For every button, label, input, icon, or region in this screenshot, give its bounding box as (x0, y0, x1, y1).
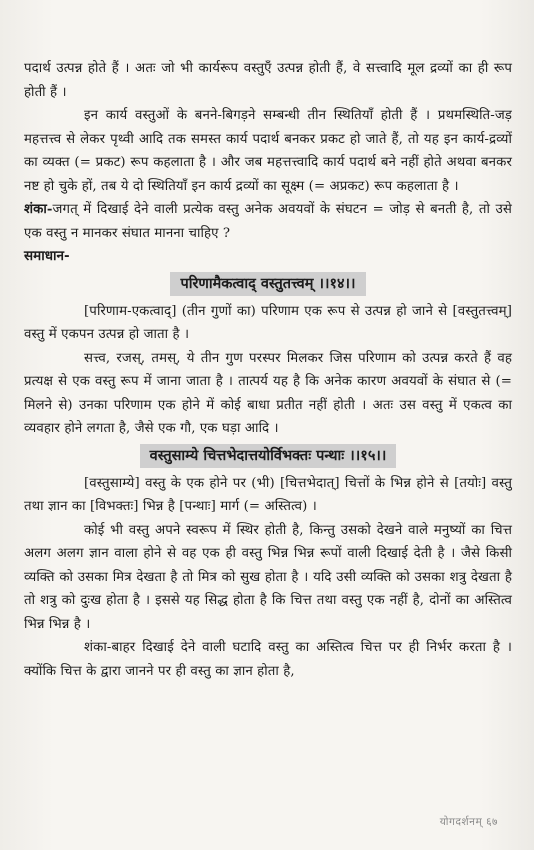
page-body (24, 57, 512, 683)
sutra-15: वस्तुसाम्ये चित्तभेदात्तयोर्विभक्तः पन्थाः ।।१५।। (140, 444, 397, 468)
paragraph-3: [परिणाम-एकत्वाद्] (तीन गुणों का) परिणाम एक रूप से उत्पन्न हो जाने से [वस्तुतत्त्वम्] वस्तु में एकपन उत्पन्न हो जाता है । (24, 303, 512, 342)
paragraph-4: सत्त्व, रजस्, तमस्, ये तीन गुण परस्पर मिलकर जिस परिणाम को उत्पन्न करते हैं वह प्रत्यक्ष से एक वस्तु रूप में जाना जाता है । तात्पर्य यह है कि अनेक कारण अवयवों के संघात से (= मिलने से) उनका परिणाम एक होने में कोई बाधा प्रतीत नहीं होती । अतः उस वस्तु में एकत्व का व्यवहार होने लगता है, जैसे एक गौ, एक घड़ा आदि । (24, 350, 512, 436)
paragraph-5: [वस्तुसाम्ये] वस्तु के एक होने पर (भी) [चित्तभेदात्] चित्तों के भिन्न होने से [तयोः] वस्तु तथा ज्ञान का [विभक्तः] भिन्न है [पन्थाः] मार्ग (= अस्तित्व) । (24, 475, 512, 514)
sutra-14-box (24, 272, 512, 296)
paragraph-6: कोई भी वस्तु अपने स्वरूप में स्थिर होती है, किन्तु उसको देखने वाले मनुष्यों का चित्त अलग अलग ज्ञान वाला होने से वह एक ही वस्तु भिन्न भिन्न रूपों वाली दिखाई देती है । जैसे किसी व्यक्ति को उसका मित्र देखता है तो मित्र को सुख होता है । यदि उसी व्यक्ति को उसका शत्रु देखता है तो शत्रु को दुःख होता है । इससे यह सिद्ध होता है कि चित्त तथा वस्तु एक नहीं है, दोनों का अस्तित्व भिन्न भिन्न है । (24, 522, 512, 632)
objection-2 (24, 636, 512, 683)
objection-1 (24, 198, 512, 245)
sutra-14: परिणामैकत्वाद् वस्तुतत्त्वम् ।।१४।। (170, 272, 365, 296)
objection-text: जगत् में दिखाई देने वाली प्रत्येक वस्तु अनेक अवयवों के संघटन = जोड़ से बनती है, तो उसे एक वस्तु न मानकर संघात मानना चाहिए ? (24, 202, 512, 241)
page-footer: योगदर्शनम् ६७ (439, 816, 498, 828)
sutra-15-box (24, 444, 512, 468)
resolution-heading: समाधान- (24, 248, 70, 264)
paragraph-1: पदार्थ उत्पन्न होते हैं । अतः जो भी कार्यरूप वस्तुएँ उत्पन्न होती हैं, वे सत्त्वादि मूल द्रव्यों का ही रूप होती हैं । (24, 61, 512, 100)
objection-2-label: शंका- (84, 640, 112, 655)
objection-label: शंका- (24, 202, 53, 217)
paragraph-2: इन कार्य वस्तुओं के बनने-बिगड़ने सम्बन्धी तीन स्थितियाँ होती हैं । प्रथमस्थिति-जड़ महत्तत्त्व से लेकर पृथ्वी आदि तक समस्त कार्य पदार्थ बनकर प्रकट हो जाते हैं, तो यह इन कार्य-द्रव्यों का व्यक्त (= प्रकट) रूप कहलाता है । और जब महत्तत्त्वादि कार्य पदार्थ बने नहीं होते अथवा बनकर नष्ट हो चुके हों, तब ये दो स्थितियाँ इन कार्य द्रव्यों का सूक्ष्म (= अप्रकट) रूप कहलाता है । (24, 108, 512, 194)
objection-2-text: बाहर दिखाई देने वाली घटादि वस्तु का अस्तित्व चित्त पर ही निर्भर करता है । क्योंकि चित्त के द्वारा जानने पर ही वस्तु का ज्ञान होता है, (24, 640, 512, 679)
